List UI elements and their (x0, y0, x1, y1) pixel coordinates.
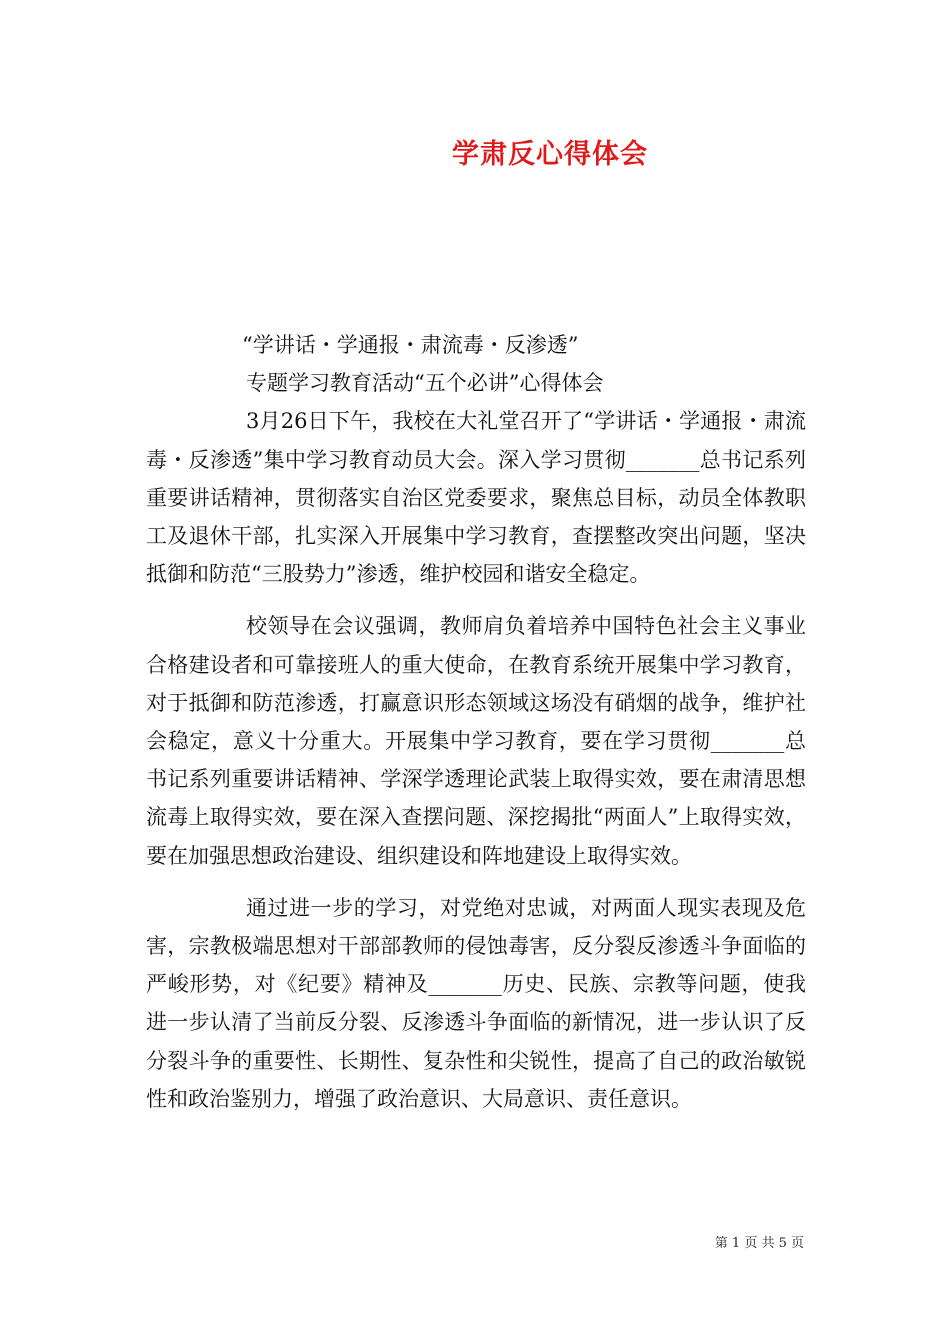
document-title: 学肃反心得体会 (452, 139, 648, 170)
paragraph-1: 3月26日下午，我校在大礼堂召开了“学讲话・学通报・肃流毒・反渗透”集中学习教育动员大会。深入学习贯彻_______总书记系列重要讲话精神，贯彻落实自治区党委要求，聚焦总目标，动员全体教职工及退休干部，扎实深入开展集中学习教育，查摆整改突出问题，坚决抵御和防范“三股势力”渗透，维护校园和谐安全稳定。 (146, 409, 806, 587)
subtitle-line-2: 专题学习教育活动“五个必讲”心得体会 (246, 371, 604, 396)
page-number: 第 1 页 共 5 页 (714, 1236, 804, 1251)
document-body (146, 326, 806, 1118)
subtitle-line-1: “学讲话・学通报・肃流毒・反渗透” (242, 333, 579, 357)
paragraph-3: 通过进一步的学习，对党绝对忠诚，对两面人现实表现及危害，宗教极端思想对干部部教师的侵蚀毒害，反分裂反渗透斗争面临的严峻形势，对《纪要》精神及_______历史、民族、宗教等问题，使我进一步认清了当前反分裂、反渗透斗争面临的新情况，进一步认识了反分裂斗争的重要性、长期性、复杂性和尖锐性，提高了自己的政治敏锐性和政治鉴别力，增强了政治意识、大局意识、责任意识。 (146, 895, 806, 1111)
paragraph-2: 校领导在会议强调，教师肩负着培养中国特色社会主义事业合格建设者和可靠接班人的重大使命，在教育系统开展集中学习教育，对于抵御和防范渗透，打赢意识形态领域这场没有硝烟的战争，维护社会稳定，意义十分重大。开展集中学习教育，要在学习贯彻_______总书记系列重要讲话精神、学深学透理论武装上取得实效，要在肃清思想流毒上取得实效，要在深入查摆问题、深挖揭批“两面人”上取得实效，要在加强思想政治建设、组织建设和阵地建设上取得实效。 (146, 614, 806, 868)
